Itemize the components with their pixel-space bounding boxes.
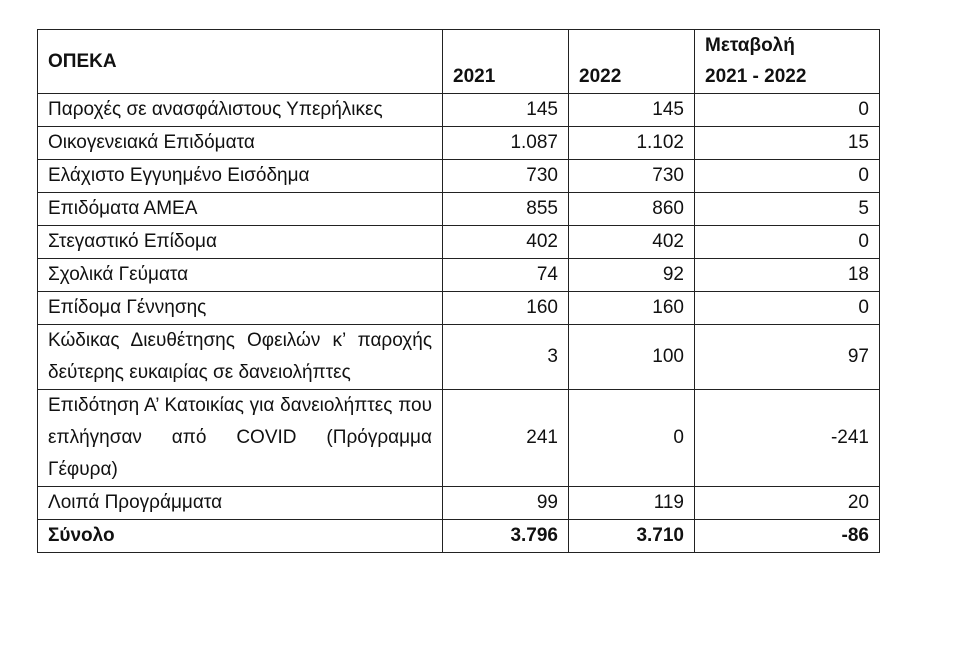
row-2022: 730 bbox=[569, 160, 695, 193]
row-2022: 160 bbox=[569, 292, 695, 325]
table-row bbox=[38, 325, 880, 390]
table-total-row bbox=[38, 520, 880, 553]
opeka-table-container bbox=[37, 29, 880, 553]
row-2022: 100 bbox=[569, 325, 695, 390]
row-2022: 0 bbox=[569, 390, 695, 487]
row-name: Οικογενειακά Επιδόματα bbox=[38, 127, 443, 160]
table-row bbox=[38, 390, 880, 487]
row-change: -241 bbox=[695, 390, 880, 487]
header-change bbox=[695, 30, 880, 94]
row-change: 0 bbox=[695, 292, 880, 325]
header-2021: 2021 bbox=[443, 30, 569, 94]
row-2022: 860 bbox=[569, 193, 695, 226]
row-change: 0 bbox=[695, 160, 880, 193]
table-row bbox=[38, 292, 880, 325]
row-change: 20 bbox=[695, 487, 880, 520]
total-change: -86 bbox=[695, 520, 880, 553]
total-2022: 3.710 bbox=[569, 520, 695, 553]
row-2022: 145 bbox=[569, 94, 695, 127]
row-name: Κώδικας Διευθέτησης Οφειλών κ’ παροχής δεύτερης ευκαιρίας σε δανειολήπτες bbox=[38, 325, 443, 390]
row-name: Στεγαστικό Επίδομα bbox=[38, 226, 443, 259]
table-row bbox=[38, 259, 880, 292]
row-2021: 3 bbox=[443, 325, 569, 390]
row-name: Παροχές σε ανασφάλιστους Υπερήλικες bbox=[38, 94, 443, 127]
row-2021: 730 bbox=[443, 160, 569, 193]
row-change: 0 bbox=[695, 226, 880, 259]
row-2022: 119 bbox=[569, 487, 695, 520]
row-2021: 855 bbox=[443, 193, 569, 226]
row-2022: 402 bbox=[569, 226, 695, 259]
row-name: Λοιπά Προγράμματα bbox=[38, 487, 443, 520]
row-2021: 99 bbox=[443, 487, 569, 520]
opeka-table bbox=[37, 29, 880, 553]
table-row bbox=[38, 160, 880, 193]
row-2021: 241 bbox=[443, 390, 569, 487]
row-2021: 74 bbox=[443, 259, 569, 292]
table-header-row bbox=[38, 30, 880, 94]
row-change: 15 bbox=[695, 127, 880, 160]
row-2022: 92 bbox=[569, 259, 695, 292]
header-2022: 2022 bbox=[569, 30, 695, 94]
table-row bbox=[38, 226, 880, 259]
total-2021: 3.796 bbox=[443, 520, 569, 553]
row-name: Επίδομα Γέννησης bbox=[38, 292, 443, 325]
total-name: Σύνολο bbox=[38, 520, 443, 553]
header-opeka: ΟΠΕΚΑ bbox=[38, 30, 443, 94]
header-change-line2: 2021 - 2022 bbox=[705, 66, 807, 87]
row-2021: 1.087 bbox=[443, 127, 569, 160]
row-change: 18 bbox=[695, 259, 880, 292]
table-row bbox=[38, 487, 880, 520]
row-2021: 160 bbox=[443, 292, 569, 325]
row-name: Ελάχιστο Εγγυημένο Εισόδημα bbox=[38, 160, 443, 193]
table-row bbox=[38, 193, 880, 226]
row-2022: 1.102 bbox=[569, 127, 695, 160]
header-change-line1: Μεταβολή bbox=[705, 35, 795, 56]
row-2021: 402 bbox=[443, 226, 569, 259]
table-row bbox=[38, 127, 880, 160]
row-change: 0 bbox=[695, 94, 880, 127]
table-row bbox=[38, 94, 880, 127]
row-name: Επιδότηση Α’ Κατοικίας για δανειολήπτες που επλήγησαν από COVID (Πρόγραμμα Γέφυρα) bbox=[38, 390, 443, 487]
row-name: Σχολικά Γεύματα bbox=[38, 259, 443, 292]
row-change: 5 bbox=[695, 193, 880, 226]
row-2021: 145 bbox=[443, 94, 569, 127]
row-name: Επιδόματα ΑΜΕΑ bbox=[38, 193, 443, 226]
row-change: 97 bbox=[695, 325, 880, 390]
